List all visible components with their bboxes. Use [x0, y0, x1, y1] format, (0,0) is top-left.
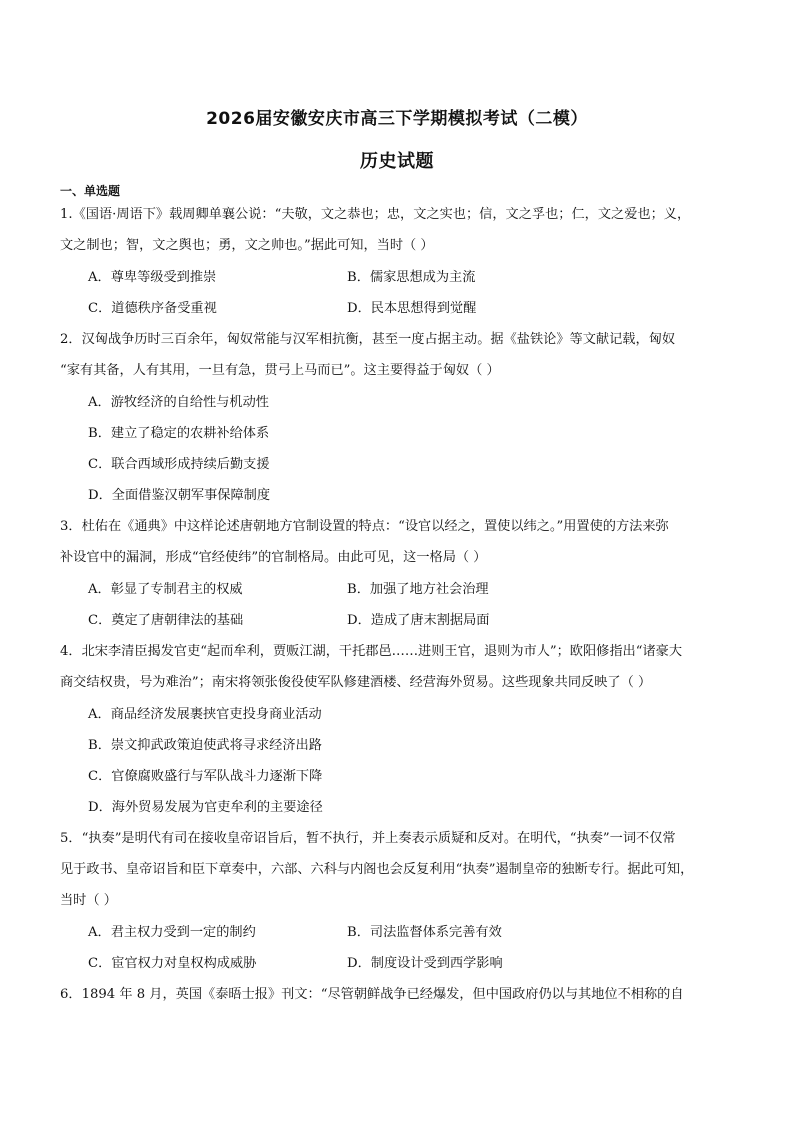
question-3-line-1: 3．杜佑在《通典》中这样论述唐朝地方官制设置的特点：“设官以经之，置使以纬之。”用置使的方法来弥 [60, 519, 669, 534]
question-5-line-3: 当时（ ） [60, 893, 117, 908]
question-3-line-2: 补设官中的漏洞，形成“官经使纬”的官制格局。由此可见，这一格局（ ） [60, 550, 487, 565]
question-4-line-1: 4．北宋李清臣揭发官吏“起而牟利，贾贩江湖，干托郡邑……进则王官，退则为市人”；欧阳修指出“诸豪大 [60, 644, 683, 659]
question-1-option-a: A．尊卑等级受到推崇 [88, 270, 217, 285]
question-6-line-1: 6．1894 年 8 月，英国《泰晤士报》刊文：“尽管朝鲜战争已经爆发，但中国政府仍以与其地位不相称的自 [60, 987, 684, 1002]
question-5-line-1: 5．“执奏”是明代有司在接收皇帝诏旨后，暂不执行，并上奏表示质疑和反对。在明代，“执奏”一词不仅常 [60, 831, 676, 846]
question-1-line-2: 文之制也；智，文之舆也；勇，文之帅也。”据此可知，当时（ ） [60, 238, 434, 253]
question-2-option-d: D．全面借鉴汉朝军事保障制度 [88, 488, 271, 503]
question-4-option-c: C．官僚腐败盛行与军队战斗力逐渐下降 [88, 769, 323, 784]
section-heading: 一、单选题 [60, 184, 121, 198]
question-3-option-a: A．彰显了专制君主的权威 [88, 582, 243, 597]
question-2-line-2: “家有其备，人有其用，一旦有急，贯弓上马而已”。这主要得益于匈奴（ ） [60, 363, 500, 378]
question-4-option-b: B．崇文抑武政策迫使武将寻求经济出路 [88, 738, 322, 753]
question-3-option-b: B．加强了地方社会治理 [347, 582, 489, 597]
question-1-line-1: 1.《国语·周语下》载周卿单襄公说：“夫敬，文之恭也；忠，文之实也；信，文之孚也；仁，文之爱也；义， [60, 207, 691, 222]
question-1-option-c: C．道德秩序备受重视 [88, 301, 217, 316]
exam-subtitle: 历史试题 [360, 151, 434, 172]
question-2-line-1: 2．汉匈战争历时三百余年，匈奴常能与汉军相抗衡，甚至一度占据主动。据《盐铁论》等文献记载，匈奴 [60, 332, 676, 347]
question-5-line-2: 见于政书、皇帝诏旨和臣下章奏中，六部、六科与内阁也会反复利用“执奏”遏制皇帝的独断专行。据此可知， [60, 862, 694, 877]
question-4-option-d: D．海外贸易发展为官吏牟利的主要途径 [88, 800, 323, 815]
question-1-option-b: B．儒家思想成为主流 [347, 270, 476, 285]
question-3-option-c: C．奠定了唐朝律法的基础 [88, 613, 244, 628]
question-1-option-d: D．民本思想得到觉醒 [347, 301, 477, 316]
question-4-line-2: 商交结权贵，号为难治”；南宋将领张俊役使军队修建酒楼、经营海外贸易。这些现象共同反映了（ ） [60, 675, 652, 690]
exam-title: 2026届安徽安庆市高三下学期模拟考试（二模） [206, 109, 588, 129]
question-2-option-b: B．建立了稳定的农耕补给体系 [88, 426, 270, 441]
question-2-option-c: C．联合西域形成持续后勤支援 [88, 457, 270, 472]
question-5-option-a: A．君主权力受到一定的制约 [88, 925, 256, 940]
question-5-option-b: B．司法监督体系完善有效 [347, 925, 502, 940]
question-3-option-d: D．造成了唐末割据局面 [347, 613, 490, 628]
question-4-option-a: A．商品经济发展裹挟官吏投身商业活动 [88, 707, 322, 722]
question-5-option-c: C．宦官权力对皇权构成威胁 [88, 956, 257, 971]
question-5-option-d: D．制度设计受到西学影响 [347, 956, 503, 971]
question-2-option-a: A．游牧经济的自给性与机动性 [88, 395, 269, 410]
